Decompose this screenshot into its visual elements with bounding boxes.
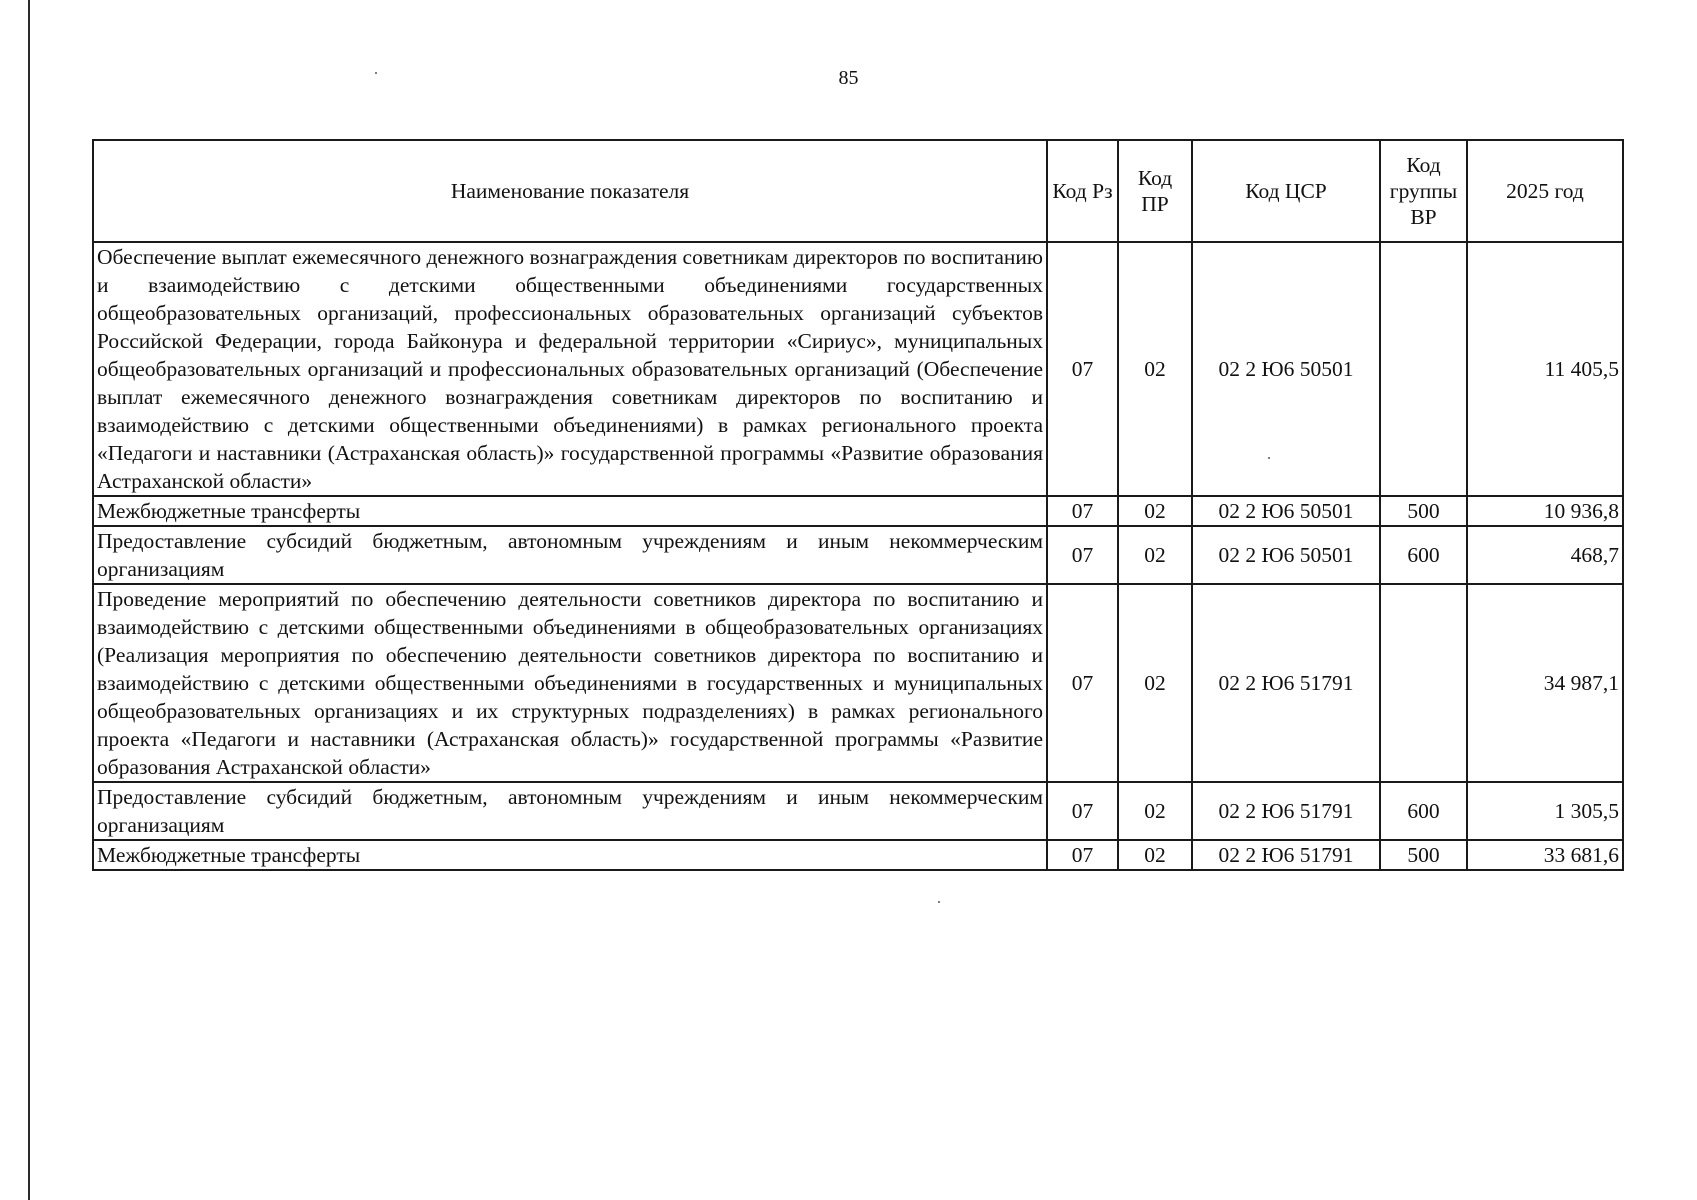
- row-rz: 07: [1047, 584, 1118, 782]
- row-amount: 10 936,8: [1467, 496, 1623, 526]
- row-vr: [1380, 242, 1467, 496]
- table-row: [93, 496, 1623, 526]
- row-pr: 02: [1118, 782, 1192, 840]
- row-name: Обеспечение выплат ежемесячного денежного вознаграждения советникам директоров по воспитанию и взаимодействию с детскими общественными объединениями государственных общеобразовательных организаций, профессиональных образовательных организаций субъектов Российской Федерации, города Байконура и федеральной территории «Сириус», муниципальных общеобразовательных организаций и профессиональных образовательных организаций (Обеспечение выплат ежемесячного денежного вознаграждения советникам директоров по воспитанию и взаимодействию с детскими общественными объединениями) в рамках регионального проекта «Педагоги и наставники (Астраханская область)» государственной программы «Развитие образования Астраханской области»: [93, 242, 1047, 496]
- row-name: Предоставление субсидий бюджетным, автономным учреждениям и иным некоммерческим организациям: [93, 782, 1047, 840]
- row-rz: 07: [1047, 840, 1118, 870]
- scan-speck: [375, 72, 377, 74]
- header-pr: Код ПР: [1118, 140, 1192, 242]
- row-rz: 07: [1047, 242, 1118, 496]
- row-vr: 600: [1380, 526, 1467, 584]
- table-row: [93, 840, 1623, 870]
- row-amount: 34 987,1: [1467, 584, 1623, 782]
- row-vr: [1380, 584, 1467, 782]
- row-name: Межбюджетные трансферты: [93, 840, 1047, 870]
- page-number: 85: [838, 67, 859, 89]
- header-csr: Код ЦСР: [1192, 140, 1380, 242]
- row-pr: 02: [1118, 584, 1192, 782]
- table-row: [93, 242, 1623, 496]
- row-pr: 02: [1118, 242, 1192, 496]
- header-rz: Код Рз: [1047, 140, 1118, 242]
- row-name: Проведение мероприятий по обеспечению деятельности советников директора по воспитанию и взаимодействию с детскими общественными объединениями в общеобразовательных организациях (Реализация мероприятия по обеспечению деятельности советников директора по воспитанию и взаимодействию с детскими общественными объединениями в государственных и муниципальных общеобразовательных организациях и их структурных подразделениях) в рамках регионального проекта «Педагоги и наставники (Астраханская область)» государственной программы «Развитие образования Астраханской области»: [93, 584, 1047, 782]
- row-csr: 02 2 Ю6 51791: [1192, 840, 1380, 870]
- row-amount: 468,7: [1467, 526, 1623, 584]
- row-vr: 600: [1380, 782, 1467, 840]
- row-amount: 33 681,6: [1467, 840, 1623, 870]
- row-pr: 02: [1118, 496, 1192, 526]
- row-csr: 02 2 Ю6 50501: [1192, 496, 1380, 526]
- row-rz: 07: [1047, 496, 1118, 526]
- row-pr: 02: [1118, 526, 1192, 584]
- table-header-row: [93, 140, 1623, 242]
- row-rz: 07: [1047, 526, 1118, 584]
- header-name: Наименование показателя: [93, 140, 1047, 242]
- row-name: Предоставление субсидий бюджетным, автономным учреждениям и иным некоммерческим организациям: [93, 526, 1047, 584]
- table-row: [93, 526, 1623, 584]
- row-vr: 500: [1380, 496, 1467, 526]
- row-pr: 02: [1118, 840, 1192, 870]
- row-csr: 02 2 Ю6 50501: [1192, 526, 1380, 584]
- table-row: [93, 584, 1623, 782]
- row-amount: 11 405,5: [1467, 242, 1623, 496]
- table-row: [93, 782, 1623, 840]
- header-vr: Код группы ВР: [1380, 140, 1467, 242]
- row-csr: 02 2 Ю6 51791: [1192, 584, 1380, 782]
- budget-table: [92, 139, 1624, 871]
- row-amount: 1 305,5: [1467, 782, 1623, 840]
- row-vr: 500: [1380, 840, 1467, 870]
- scan-speck: [938, 901, 940, 903]
- row-csr: 02 2 Ю6 51791: [1192, 782, 1380, 840]
- row-csr: 02 2 Ю6 50501: [1192, 242, 1380, 496]
- row-rz: 07: [1047, 782, 1118, 840]
- header-year: 2025 год: [1467, 140, 1623, 242]
- scan-edge-line: [28, 0, 30, 1200]
- row-name: Межбюджетные трансферты: [93, 496, 1047, 526]
